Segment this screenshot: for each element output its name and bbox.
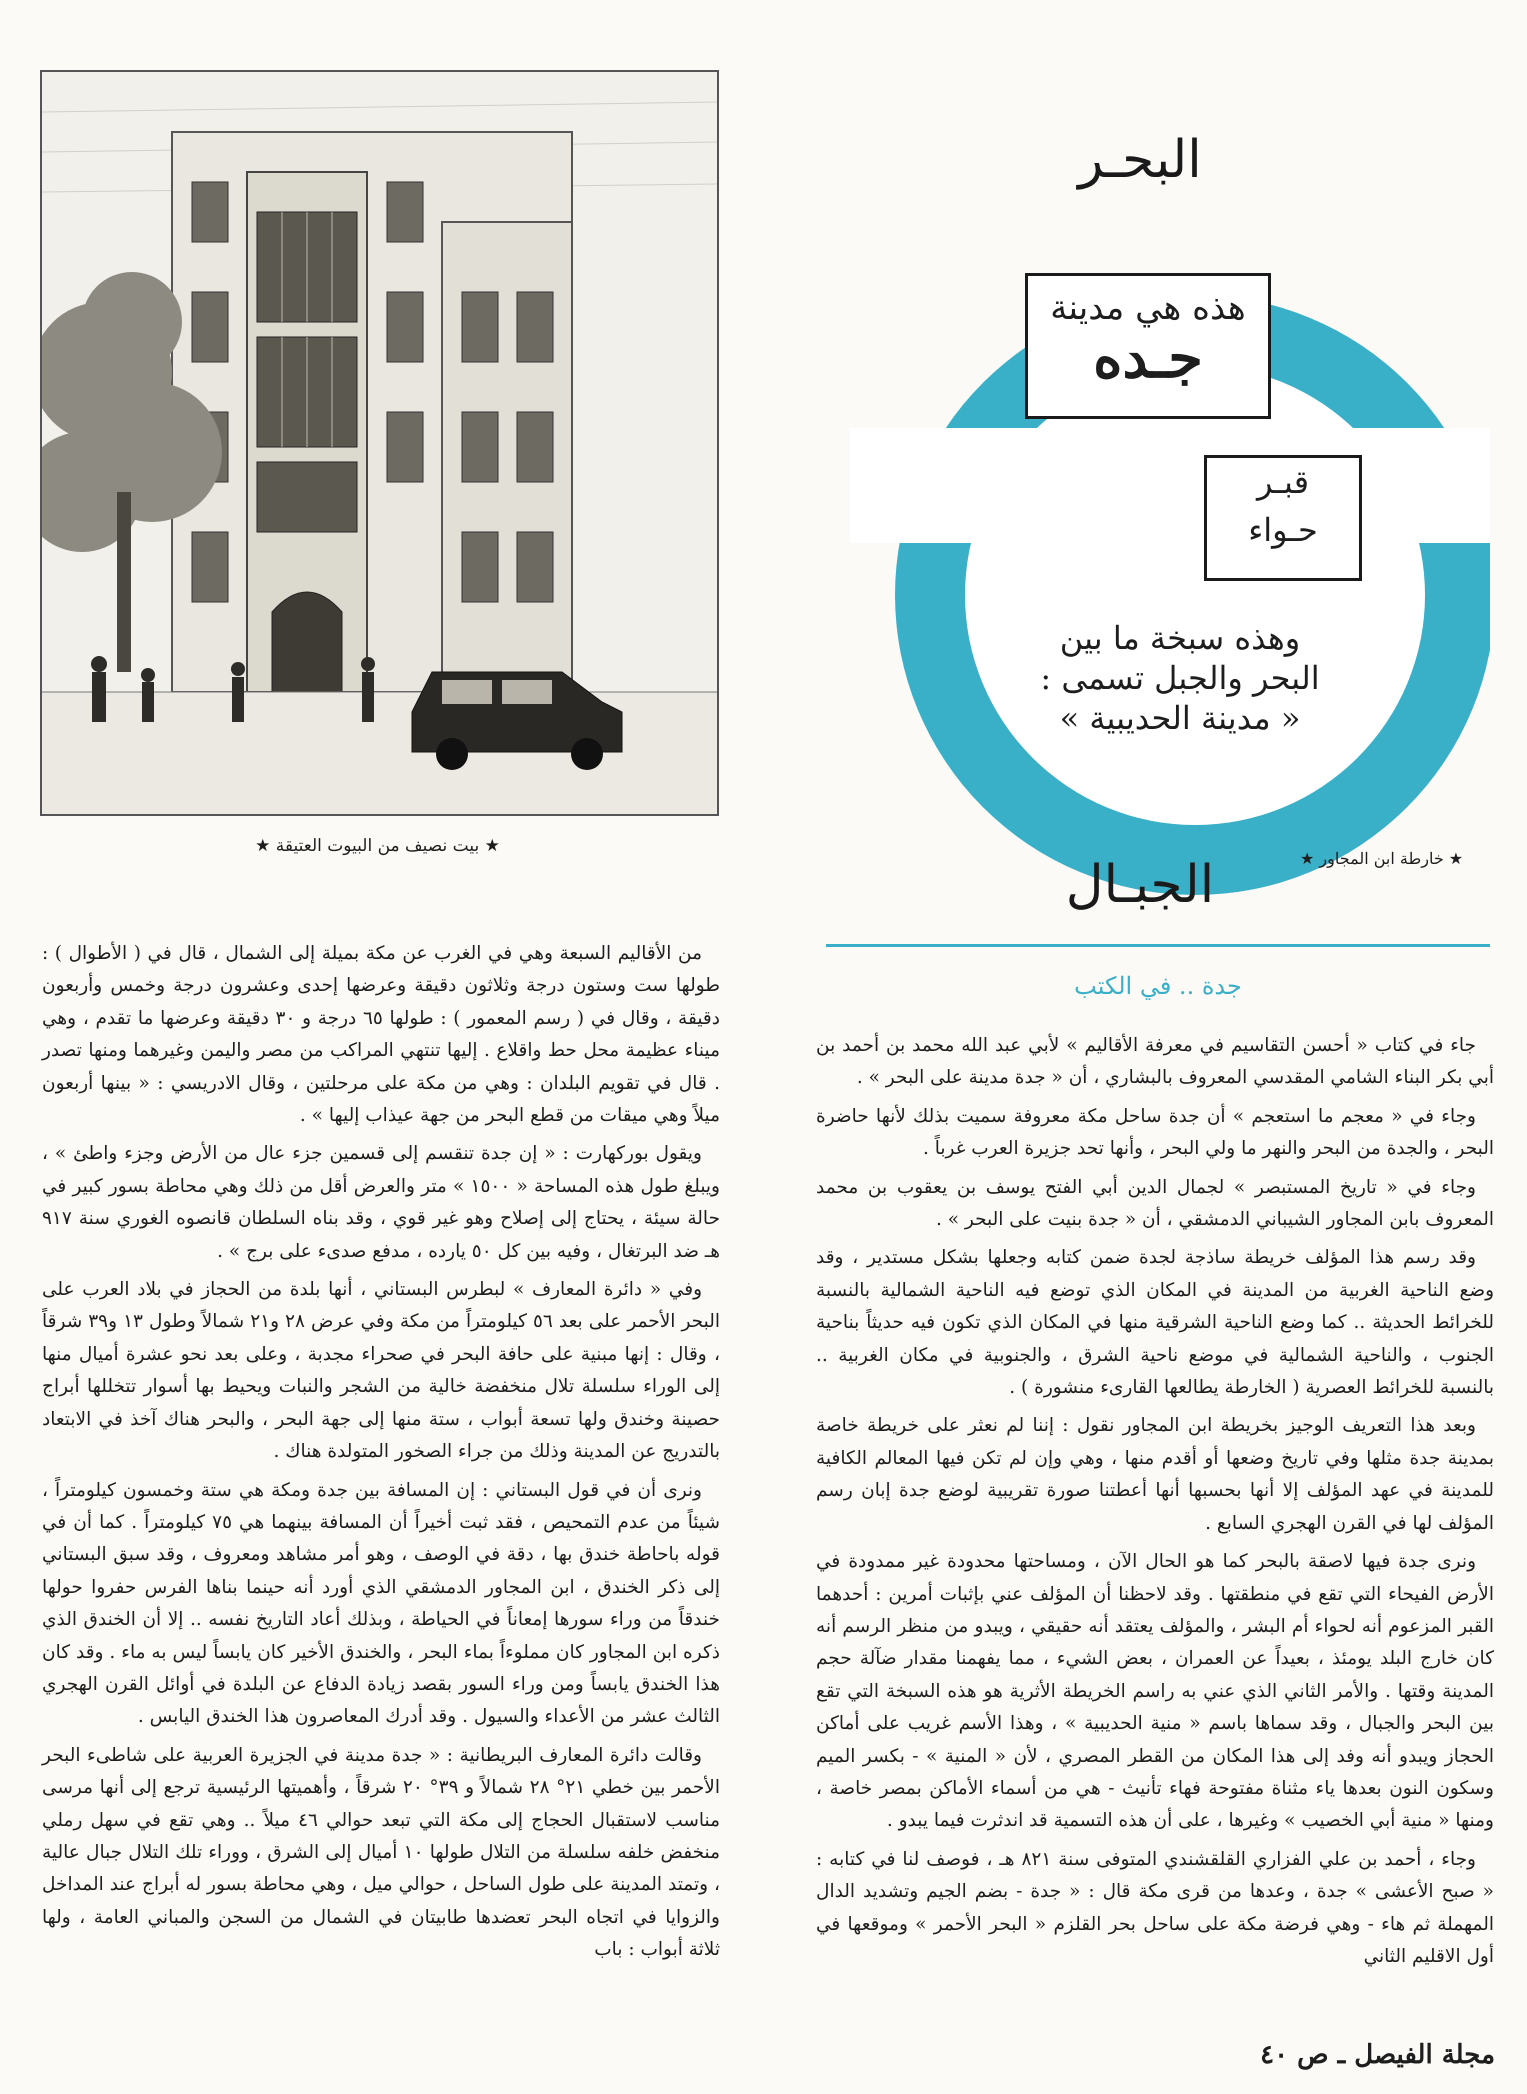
right-paragraph: وقد رسم هذا المؤلف خريطة ساذجة لجدة ضمن كتابه وجعلها بشكل مستدير ، وقد وضع الناحية الغربية من المدينة في المكان الذي توضع فيه الناحية الشمالية بالنسبة للخرائط الحديثة .. كما وضع الناحية الشرقية منها في المكان الذي تكون فيه حديثاً بناحية الجنوب ، والناحية الشمالية في موضع ناحية الشرق ، والجنوبية في مكان الغربية .. بالنسبة للخرائط العصرية ( الخارطة يطالعها القارىء منشورة ) . bbox=[816, 1247, 1494, 1399]
map-city-box bbox=[1025, 273, 1271, 419]
map-grave-line1: قبـر bbox=[1257, 463, 1309, 501]
left-paragraph: ونرى أن في قول البستاني : إن المسافة بين جدة ومكة هي ستة وخمسون كيلومتراً ، شيئاً من عدم التمحيص ، فقد ثبت أخيراً أن المسافة بينهما هي ٧٥ كيلومتراً . كما أن في قوله باحاطة خندق بها ، دقة في الوصف ، وهو أمر مشاهد ومعروف ، وقد سبق البستاني إلى ذكر الخندق ، ابن المجاور الدمشقي الذي أورد أنه حينما بناها الفرس حفروا حولها خندقاً من وراء سورها إمعاناً في الحياطة ، وبذلك أعاد التاريخ نفسه .. إلا أن الخندق الذي ذكره ابن المجاور كان مملوءاً بماء البحر ، والخندق الأخير كان يابساً ليس به ماء . وقد كان هذا الخندق يابساً ومن وراء السور بقصد زيادة الدفاع عن البلدة في أوائل القرن الهجري الثالث عشر من الأعداء والسيول . وقد أدرك المعاصرون هذا الخندق اليابس . bbox=[42, 1479, 721, 1728]
left-paragraph: ويقول بوركهارت : « إن جدة تنقسم إلى قسمين جزء عال من الأرض وجزء واطئ » ، ويبلغ طول هذه المساحة « ١٥٠٠ » متر والعرض أقل من ذلك وهي محاطة بسور كبير في حالة سيئة ، يحتاج إلى إصلاح وهو غير قوي ، وقد بناه السلطان قانصوه الغوري سنة ٩١٧ هـ ضد البرتغال ، وفيه بين كل ٥٠ يارده ، مدفع صدىء على برج » . bbox=[42, 1143, 720, 1262]
map-sub-line3: « مدينة الحديبية » bbox=[1059, 699, 1301, 737]
right-paragraph: ونرى جدة فيها لاصقة بالبحر كما هو الحال الآن ، ومساحتها محدودة غير ممدودة في الأرض الفيحاء التي تقع في منطقتها . وقد لاحظنا أن المؤلف عني بإثبات أمرين : أحدهما القبر المزعوم أنه لحواء أم البشر ، والمؤلف يعتقد أنه حقيقي ، ويبدو من منظر الرسم أنه كان خارج البلد يومئذ ، بعيداً عن العمران ، بعض الشيء ، مما يفهمنا مقدار ضآلة حجم المدينة وقتها . والأمر الثاني الذي عني به راسم الخريطة الأثرية هو هذه السبخة التي تقع بين البحر والجبال ، وقد سماها باسم « منية الحديبية » ، وهذا الأسم غريب على أماكن الحجاز ويبدو أنه وفد إلى هذا المكان من القطر المصري ، لأن « المنية » - بكسر الميم وسكون النون بعدها ياء مثناة مفتوحة فهاء تأنيث - هي من أسماء الأماكن بمصر خاصة ، ومنها « منية أبي الخصيب » وغيرها ، على أن هذه التسمية قد اندثرت فيما يبدو . bbox=[816, 1551, 1494, 1832]
map-title-line2: جـده bbox=[1093, 325, 1203, 391]
right-paragraph: وجاء في « تاريخ المستبصر » لجمال الدين أبي الفتح يوسف بن يعقوب بن محمد المعروف بابن المجاور الشيباني الدمشقي ، أن « جدة بنيت على البحر » . bbox=[816, 1176, 1494, 1231]
map-ring bbox=[790, 110, 1490, 910]
section-title: جدة .. في الكتب bbox=[1074, 972, 1242, 1000]
right-paragraph: وجاء في « معجم ما استعجم » أن جدة ساحل مكة معروفة سميت بذلك لأنها حاضرة البحر ، والجدة من البحر والنهر ما ولي البحر ، وأنها تحد جزيرة العرب غرباً . bbox=[816, 1105, 1494, 1160]
map-sea-label: البحـر bbox=[1078, 130, 1202, 190]
map-grave-box bbox=[1204, 455, 1362, 581]
left-paragraph: وفي « دائرة المعارف » لبطرس البستاني ، أنها بلدة من الحجاز في بلاد العرب على البحر الأحمر على بعد ٥٦ كيلومتراً من مكة وفي عرض ٢٨ و٢١ شمالاً وطول ١٣ و٣٩ شرقاً ، وقال : إنها مبنية على حافة البحر في صحراء مجدبة ، وعلى بعد نحو عشرة أميال منها إلى الوراء سلسلة تلال منخفضة خالية من الشجر والنبات ويحيط بها أسوار تتخللها أبراج حصينة وخندق ولها تسعة أبواب ، ستة منها إلى جهة البحر ، والبحر هناك آخذ في الابتعاد بالتدريج عن المدينة وذلك من جراء الصخور المتولدة هناك . bbox=[42, 1279, 720, 1463]
ibn-al-mujawir-map bbox=[790, 110, 1490, 915]
map-title-line1: هذه هي مدينة bbox=[1050, 288, 1246, 328]
right-column bbox=[816, 1030, 1494, 1979]
right-paragraph: وجاء ، أحمد بن علي الفزاري القلقشندي المتوفى سنة ٨٢١ هـ ، فوصف لنا في كتابه : « صبح الأعشى » جدة ، وعدها من قرى مكة قال : « جدة - بضم الجيم وتشديد الدال المهملة ثم هاء - وهي فرضة مكة على ساحل بحر القلزم « البحر الأحمر » وموقعها في أول الاقليم الثاني bbox=[816, 1848, 1494, 1967]
map-sub-line2: البحر والجبل تسمى : bbox=[1040, 659, 1320, 697]
house-illustration bbox=[40, 70, 719, 816]
map-grave-line2: حـواء bbox=[1248, 511, 1318, 549]
left-column bbox=[42, 938, 720, 1973]
map-subtitle bbox=[990, 618, 1370, 738]
historic-house-sketch bbox=[42, 72, 717, 814]
map-caption: ★ خارطة ابن المجاور ★ bbox=[1300, 849, 1464, 868]
page-footer: مجلة الفيصل ـ ص ٤٠ bbox=[1260, 2040, 1495, 2070]
left-paragraph: وقالت دائرة المعارف البريطانية : « جدة مدينة في الجزيرة العربية على شاطىء البحر الأحمر بين خطي ٢١° ٢٨ شمالاً و ٣٩° ٢٠ شرقاً ، وأهميتها الرئيسية ترجع إلى أنها مرسى مناسب لاستقبال الحجاج إلى مكة التي تبعد حوالي ٤٦ ميلاً .. وهي تقع في سهل رملي منخفض خلفه سلسلة من التلال طولها ١٠ أميال إلى الشرق ، ووراء تلك التلال جبال عالية ، وتمتد المدينة على طول الساحل ، حوالي ميل ، وهي محاطة بسور له أبراج عند المداخل والزوايا في اتجاه البحر تعضدها طابيتان في الشمال من السجن والمباني العامة ، ولها ثلاثة أبواب : باب bbox=[42, 1744, 721, 1961]
right-paragraph: وبعد هذا التعريف الوجيز بخريطة ابن المجاور نقول : إننا لم نعثر على خريطة خاصة بمدينة جدة مثلها وفي تاريخ وضعها أو أقدم منها ، وهي وإن لم تكن فيها المعالم الكافية للمدينة في عهد المؤلف إلا أنها بحسبها أنها أعطتنا صورة تقريبية لوضع جدة إبان رسم المؤلف لها في القرن الهجري السابع . bbox=[816, 1415, 1494, 1534]
left-paragraph: من الأقاليم السبعة وهي في الغرب عن مكة بميلة إلى الشمال ، قال في ( الأطوال ) : طولها ست وستون درجة وثلاثون دقيقة وعرضها إحدى وعشرون درجة وخمس وأربعون دقيقة ، وقال في ( رسم المعمور ) : طولها ٦٥ درجة و ٣٠ دقيقة وعرضها ما تقدم ، وهي ميناء عظيمة محل حط واقلاع . إليها تنتهي المراكب من مصر واليمن وغيرهما ومنها تصدر . قال في تقويم البلدان : وهي من مكة على مرحلتين ، وقال الادريسي : « بينها أربعون ميلاً وهي ميقات من قطع البحر من جهة عيذاب إليها » . bbox=[42, 943, 720, 1127]
map-sub-line1: وهذه سبخة ما بين bbox=[1059, 619, 1301, 657]
section-divider bbox=[826, 944, 1490, 947]
right-paragraph: جاء في كتاب « أحسن التقاسيم في معرفة الأقاليم » لأبي عبد الله محمد بن أحمد بن أبي بكر البناء الشامي المقدسي المعروف بالبشاري ، أن « جدة مدينة على البحر » . bbox=[816, 1035, 1494, 1089]
illustration-caption: ★ بيت نصيف من البيوت العتيقة ★ bbox=[255, 836, 500, 856]
map-mountains-label: الجبـال bbox=[1065, 855, 1215, 915]
